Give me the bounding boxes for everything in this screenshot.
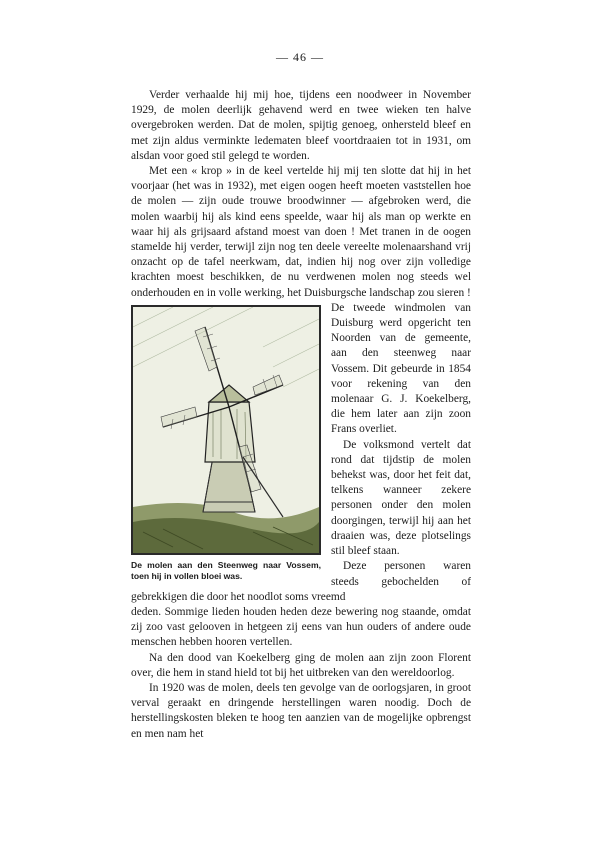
paragraph: Verder verhaalde hij mij hoe, tijdens een noodweer in November 1929, de molen deerlijk gehavend werd en twee wieken ten halve overgebroken werden. Dat de molen, spijtig genoeg, onhersteld bleef en met zijn aldus verminkte ledematen bleef voortdraaien tot in 1931, om alsdan voor goed stil gelegd te worden.	[131, 89, 471, 162]
figure-caption: De molen aan den Steenweg naar Vossem, toen hij in vollen bloei was.	[131, 559, 321, 581]
paragraph: De tweede windmolen van Duisburg werd opgericht ten Noorden van de gemeente, aan den steenweg naar Vossem. Dit gebeurde in 1854 voor rekening van den molenaar G. J. Koekelberg, die hem later aan zijn zoon Frans overliet.	[331, 301, 471, 436]
figure-block	[131, 301, 471, 605]
paragraph: In 1920 was de molen, deels ten gevolge van de oorlogsjaren, in groot verval geraakt en dringende herstellingen waren noodig. Doch de herstellingskosten bleken te hoog ten aanzien van de mogelijke opbrengst en men nam het	[131, 681, 471, 740]
windmill-drawing	[133, 307, 319, 553]
windmill-illustration	[131, 305, 321, 555]
paragraph: Met een « krop » in de keel vertelde hij mij ten slotte dat hij in het voorjaar (het was in 1932), met eigen oogen heeft moeten vaststellen hoe de molen — zijn oude trouwe broodwinner — afgebroken werd, die molen waarbij hij als kind eens speelde, waar hij als man op werkte en waar hij als grijsaard afstand moest van doen ! Met tranen in de oogen stamelde hij verder, terwijl zijn nog ten deele vereelte molenaarshand vrij onzacht op de tafel neerkwam, dat, indien hij nog over zijn volledige krachten moest beschikken, de nu verdwenen molen nog steeds wel onderhouden en in volle werking, het Duisburgsche landschap zou sieren !	[131, 165, 471, 299]
figure	[131, 305, 321, 582]
paragraph: deden. Sommige lieden houden heden deze bewering nog staande, omdat zij zoo vast gelooven in hetgeen zij eens van hun ouders of andere oude menschen hebben hooren vertellen.	[131, 605, 471, 649]
paragraph: Deze personen waren steeds gebochelden of gebrekkigen die door het noodlot soms vreemd	[131, 560, 471, 603]
text-column	[131, 88, 471, 742]
page-number: — 46 —	[276, 50, 324, 64]
paragraph: Na den dood van Koekelberg ging de molen aan zijn zoon Florent over, die hem in stand hield tot bij het uitbreken van den wereldoorlog.	[131, 651, 471, 679]
paragraph: De volksmond vertelt dat rond dat tijdstip de molen behekst was, door het feit dat, telkens wanneer zekere personen onder den molen doorgingen, terwijl hij aan het draaien was, deze plotselings stil bleef staan.	[331, 438, 471, 558]
